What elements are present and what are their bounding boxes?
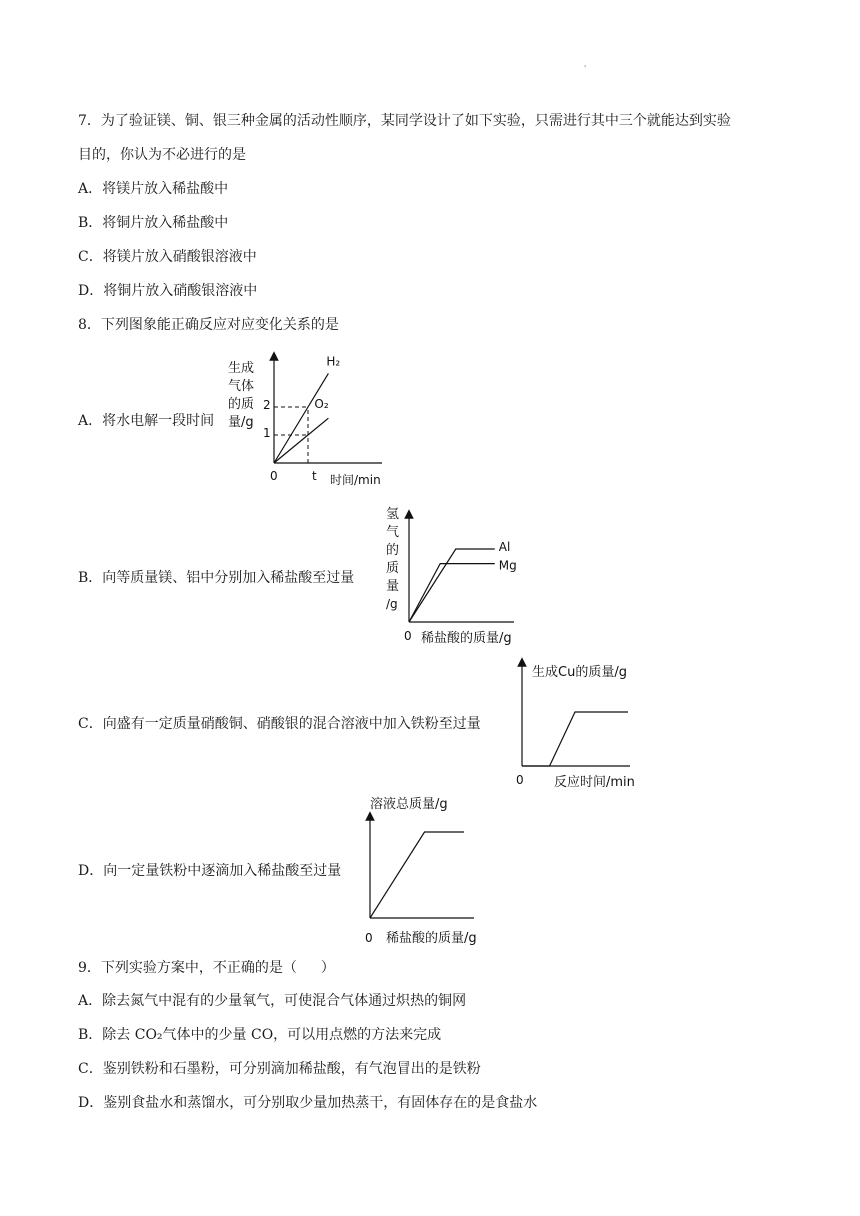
y-label-5: 量 [386, 579, 400, 594]
y-label-3: 的 [386, 543, 400, 558]
chart-solution-mass [356, 790, 506, 950]
q7-stem-line1: 7．为了验证镁、铜、银三种金属的活动性顺序，某同学设计了如下实验，只需进行其中三个就能达到实验 [78, 113, 731, 129]
x-label: 稀盐酸的质量/g [386, 931, 477, 946]
origin-label: 0 [404, 629, 412, 643]
chart-cu-mass [508, 654, 658, 794]
q9-stem-text: 9．下列实验方案中，不正确的是（ [78, 960, 297, 976]
q9-stem [78, 958, 335, 978]
series-line-h [274, 373, 328, 463]
y-label: 溶液总质量/g [370, 797, 448, 812]
header-mark: ' [584, 64, 587, 73]
y-label-2: 气 [386, 525, 400, 540]
q7-option-b[interactable]: B．将铜片放入稀盐酸中 [78, 215, 229, 231]
series-line-al [409, 549, 495, 622]
origin-label: 0 [365, 931, 373, 945]
q9-option-a[interactable]: A．除去氮气中混有的少量氧气，可使混合气体通过炽热的铜网 [78, 993, 467, 1009]
y-label-1: 生成 [228, 361, 255, 376]
series-line-o [274, 418, 328, 463]
series-label: H₂ [326, 354, 341, 369]
q9-option-b[interactable]: B．除去 CO₂气体中的少量 CO，可以用点燃的方法来完成 [78, 1027, 442, 1043]
y-tick-1: 1 [263, 426, 271, 440]
q7-stem-line2: 目的，你认为不必进行的是 [78, 147, 246, 163]
y-label-1: 氢 [386, 507, 400, 522]
origin-label: 0 [516, 773, 524, 787]
q7-option-c[interactable]: C．将镁片放入硝酸银溶液中 [78, 249, 257, 265]
x-tick-t: t [312, 469, 317, 483]
y-tick-2: 2 [263, 398, 271, 412]
q9-stem-close: ） [320, 960, 335, 976]
x-label: 时间/min [330, 473, 381, 487]
x-label: 反应时间/min [554, 775, 635, 790]
q7-option-a[interactable]: A．将镁片放入稀盐酸中 [78, 181, 229, 197]
y-label: 生成Cu的质量/g [532, 665, 627, 680]
y-label-6: /g [386, 597, 398, 611]
chart-electrolysis [222, 350, 392, 490]
origin-label: 0 [270, 469, 278, 483]
series-label: O₂ [314, 397, 329, 412]
y-label-3: 的质 [228, 397, 255, 412]
series-line-mg [409, 564, 495, 622]
q9-option-d[interactable]: D．鉴别食盐水和蒸馏水，可分别取少量加热蒸干，有固体存在的是食盐水 [78, 1095, 538, 1111]
series-line-0 [522, 712, 628, 766]
series-label: Al [498, 540, 511, 554]
series-label: Mg [498, 558, 517, 573]
q8-option-d[interactable]: D．向一定量铁粉中逐滴加入稀盐酸至过量 [78, 863, 342, 879]
y-label-4: 质 [386, 561, 400, 576]
q8-option-b[interactable]: B．向等质量镁、铝中分别加入稀盐酸至过量 [78, 570, 355, 586]
chart-mg-al [380, 502, 540, 650]
y-label-2: 气体 [228, 379, 255, 394]
q8-option-a[interactable]: A．将水电解一段时间 [78, 413, 215, 429]
q9-option-c[interactable]: C．鉴别铁粉和石墨粉，可分别滴加稀盐酸，有气泡冒出的是铁粉 [78, 1061, 481, 1077]
q8-option-c[interactable]: C．向盛有一定质量硝酸铜、硝酸银的混合溶液中加入铁粉至过量 [78, 716, 481, 732]
series-line-0 [370, 832, 464, 918]
x-label: 稀盐酸的质量/g [421, 631, 512, 646]
q8-stem: 8．下列图象能正确反应对应变化关系的是 [78, 317, 339, 333]
q7-option-d[interactable]: D．将铜片放入硝酸银溶液中 [78, 283, 258, 299]
y-label-4: 量/g [228, 415, 254, 430]
